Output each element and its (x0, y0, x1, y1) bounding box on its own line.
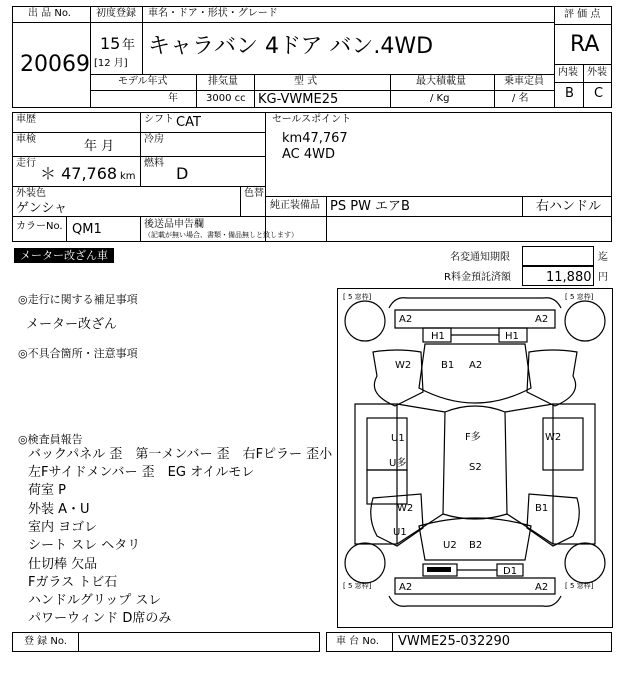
damage-back-b: B2 (469, 540, 483, 551)
mileage-unit: km (120, 171, 136, 182)
wheel-front-right (565, 301, 605, 341)
first-reg-label: 初度登録 (96, 8, 136, 19)
score-value: RA (570, 32, 600, 57)
inspector-line: Fガラス トビ石 (28, 575, 118, 590)
displacement-value: 3000 cc (206, 93, 246, 104)
equipment-value: PS PW エアB (330, 199, 410, 214)
exterior-grade: C (594, 86, 604, 101)
reg-year-unit: 年 (122, 38, 136, 53)
recolor-label: 色替 (244, 188, 264, 199)
damage-tail: D1 (503, 566, 518, 577)
postdoc-note: （記載が無い場合、書類・備品無しと致します） (144, 231, 298, 239)
front-bumper (395, 310, 555, 328)
chassis-label: 車 台 No. (336, 636, 379, 647)
corner-label-br: [ 5 窓枠] (565, 582, 594, 590)
capacity-label: 乗車定員 (504, 76, 544, 87)
load-label: 最大積載量 (416, 76, 466, 87)
damage-hood-b: B1 (441, 360, 455, 371)
corner-label-bl: [ 5 窓枠] (343, 582, 372, 590)
name-change-label: 名変通知期限 (450, 252, 510, 263)
corner-label-tl: [ 5 窓枠] (343, 293, 372, 301)
driving-title: ◎走行に関する補足事項 (18, 293, 138, 306)
driving-note: メーター改ざん (26, 317, 118, 332)
damage-rear-left: W2 (397, 503, 414, 514)
lot-number: 20069 (20, 52, 90, 77)
wheel-rear-right (565, 543, 605, 583)
body-left-side (355, 404, 397, 544)
wheel-rear-left (345, 543, 385, 583)
damage-headlight-r: H1 (505, 331, 519, 342)
equipment-label: 純正装備品 (270, 200, 320, 211)
reg-month: [12 月] (94, 58, 128, 69)
damage-front-bumper-l: A2 (399, 314, 413, 325)
chassis-number: VWME25-032290 (398, 634, 511, 649)
inspector-title: ◎検査員報告 (18, 433, 83, 446)
damage-hood-a: A2 (469, 360, 483, 371)
inspector-line: シート スレ ヘタリ (28, 538, 141, 553)
front-fender-right (527, 350, 577, 406)
damage-rear-left-u: U1 (393, 527, 407, 538)
damage-roof-f: F多 (465, 432, 481, 443)
back-door (419, 518, 531, 560)
damage-left-door-r: U多 (389, 458, 407, 469)
fuel-label: 燃料 (144, 158, 164, 169)
postdoc-label: 後送品申告欄 (144, 219, 204, 230)
corner-label-tr: [ 5 窓枠] (565, 293, 594, 301)
odometer-badge: メーター改ざん車 (14, 248, 114, 263)
fuel-value: D (176, 164, 189, 183)
damage-left-door-f: U1 (391, 433, 405, 444)
body-right-side (553, 404, 595, 544)
name-change-field (522, 246, 594, 266)
color-label: 外装色 (16, 188, 46, 199)
inspection-label: 車検 (16, 134, 36, 145)
handle-value: 右ハンドル (536, 199, 602, 214)
model-year-label: モデル年式 (118, 76, 168, 87)
sales-point-label: セールスポイント (272, 114, 352, 125)
recycle-label: R料金預託済額 (444, 272, 511, 283)
defect-title: ◎不具合箇所・注意事項 (18, 347, 138, 360)
inspector-line: バックパネル 歪 第一メンバー 歪 右Fピラー 歪小 (28, 447, 333, 462)
recycle-value: 11,880 (546, 270, 592, 285)
damage-roof-s: S2 (469, 462, 482, 473)
damage-front-fender-l: W2 (395, 360, 412, 371)
rear-bumper (395, 578, 555, 594)
shift-label: シフト (144, 114, 174, 125)
inspector-line: 外装 A・U (28, 502, 90, 517)
damage-diagram (337, 288, 613, 628)
history-label: 車歴 (16, 114, 36, 125)
type-value: KG-VWME25 (258, 92, 339, 107)
vehicle-name-label: 車名・ドア・形状・グレード (148, 8, 278, 19)
front-fender-left (373, 350, 423, 406)
inspector-line: 左Fサイドメンバー 歪 EG オイルモレ (28, 465, 255, 480)
color-no-value: QM1 (72, 222, 102, 237)
damage-rear-bumper-l: A2 (399, 582, 413, 593)
mileage-value: ＊ 47,768 (40, 164, 118, 183)
registration-label: 登 録 No. (24, 636, 67, 647)
vehicle-name: キャラバン 4ドア バン.4WD (148, 34, 434, 59)
damage-rear-right: B1 (535, 503, 549, 514)
type-label: 型 式 (294, 76, 318, 87)
exterior-label: 外装 (587, 67, 607, 78)
load-value: / Kg (430, 93, 450, 104)
interior-grade: B (565, 86, 574, 101)
sales-point-mileage: km47,767 (282, 131, 348, 146)
color-no-label: カラーNo. (16, 221, 63, 232)
score-label: 評 価 点 (564, 9, 601, 20)
model-year-unit: 年 (168, 93, 178, 104)
damage-rear-bumper-r: A2 (535, 582, 549, 593)
inspector-line: パワーウィンド D席のみ (28, 611, 172, 626)
name-change-unit: 迄 (598, 252, 608, 263)
inspector-line: 仕切棒 欠品 (28, 557, 98, 572)
inspection-value: 年 月 (84, 139, 115, 154)
damage-front-bumper-r: A2 (535, 314, 549, 325)
displacement-label: 排気量 (208, 76, 238, 87)
wheel-front-left (345, 301, 385, 341)
hood (419, 344, 531, 403)
damage-right-panel: W2 (545, 432, 562, 443)
color-value: ゲンシャ (16, 201, 68, 216)
reg-year: 15 (100, 34, 121, 53)
sales-point-equipment: AC 4WD (282, 147, 336, 162)
shift-value: CAT (176, 115, 201, 130)
damage-back-u: U2 (443, 540, 457, 551)
damage-headlight-l: H1 (431, 331, 445, 342)
lot-label: 出 品 No. (28, 8, 71, 19)
inspector-line: ハンドルグリップ スレ (28, 593, 162, 608)
inspector-line: 室内 ヨゴレ (28, 520, 98, 535)
mileage-label: 走行 (16, 158, 36, 169)
ac-label: 冷房 (144, 134, 164, 145)
interior-label: 内装 (558, 67, 578, 78)
recycle-unit: 円 (598, 272, 608, 283)
capacity-value: / 名 (512, 93, 529, 104)
inspector-line: 荷室 P (28, 483, 66, 498)
